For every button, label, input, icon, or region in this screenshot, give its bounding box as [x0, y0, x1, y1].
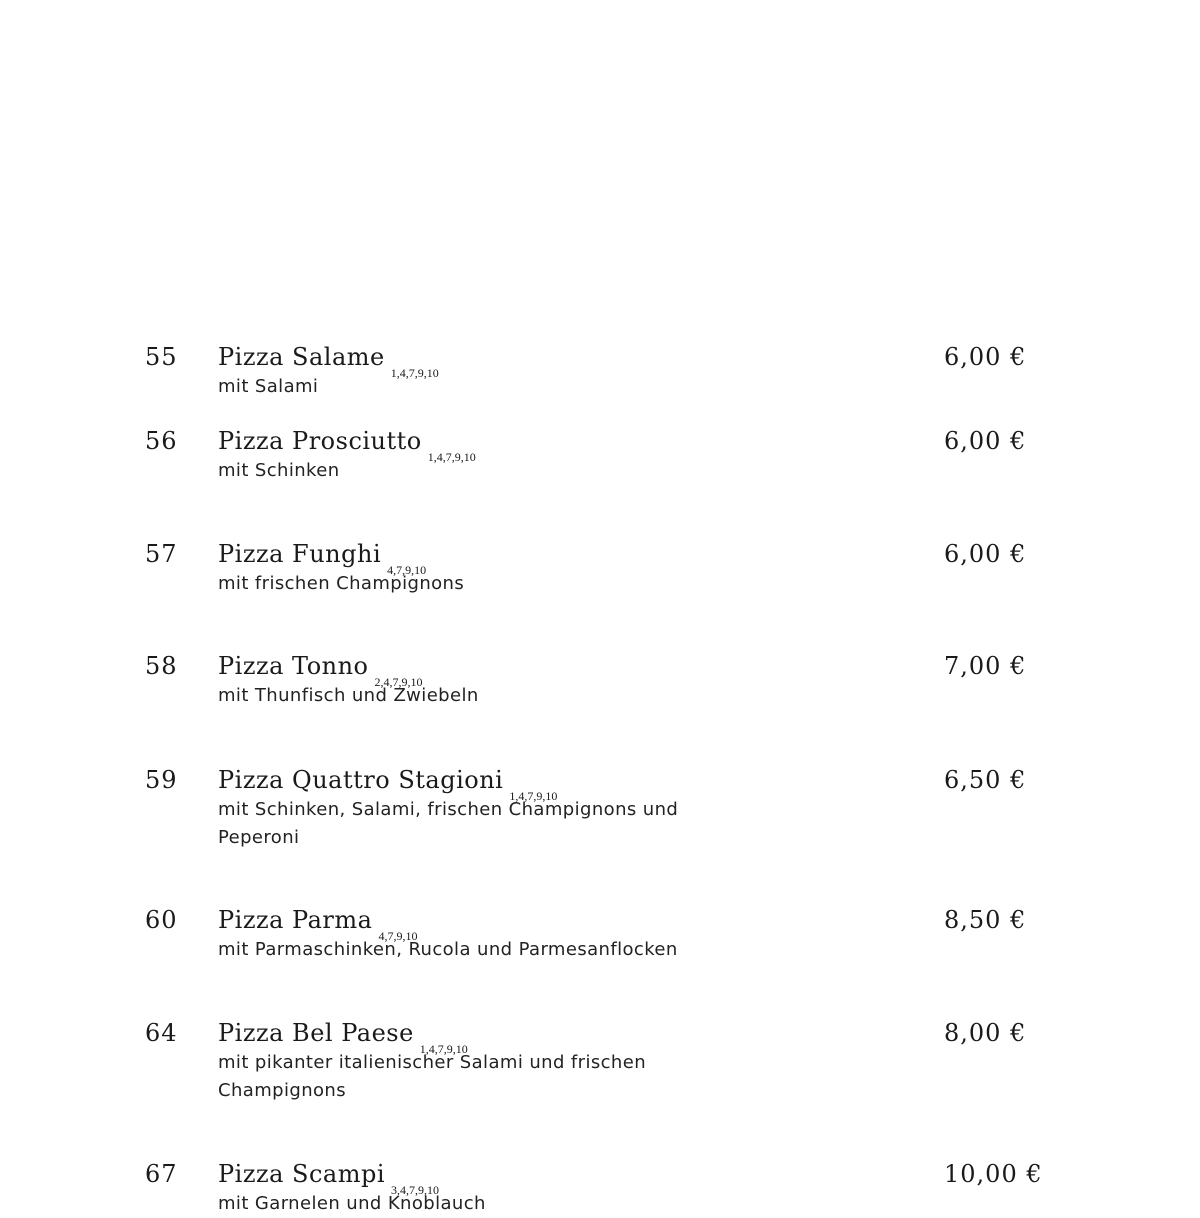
- item-allergens: 3,4,7,9,10: [391, 1183, 440, 1197]
- item-title-line: [218, 1159, 440, 1197]
- item-price: 7,00 €: [944, 652, 1027, 680]
- item-allergens: 4,7,9,10: [387, 563, 427, 577]
- item-name: Pizza Scampi: [218, 1160, 386, 1188]
- item-title-line: [218, 905, 418, 943]
- item-description: mit Schinken, Salami, frischen Champignons und Peperoni: [218, 799, 679, 848]
- item-description: mit Parmaschinken, Rucola und Parmesanflocken: [218, 939, 678, 960]
- item-allergens: 1,4,7,9,10: [419, 1042, 468, 1056]
- item-name: Pizza Quattro Stagioni: [218, 766, 504, 794]
- item-allergens: 1,4,7,9,10: [509, 789, 558, 803]
- item-price: 6,00 €: [944, 540, 1027, 568]
- item-name: Pizza Parma: [218, 906, 373, 934]
- item-number: 57: [145, 540, 178, 568]
- item-title-line: [218, 765, 558, 803]
- item-title-line: [218, 342, 439, 380]
- item-number: 58: [145, 652, 178, 680]
- item-number: 64: [145, 1019, 178, 1047]
- item-allergens: 2,4,7,9,10: [374, 675, 423, 689]
- item-number: 56: [145, 427, 178, 455]
- item-allergens: 1,4,7,9,10: [427, 450, 476, 464]
- item-allergens: 1,4,7,9,10: [390, 366, 439, 380]
- item-number: 59: [145, 766, 178, 794]
- item-title-line: [218, 1018, 468, 1056]
- item-title-line: [218, 651, 423, 689]
- item-description: mit Garnelen und Knoblauch: [218, 1193, 486, 1214]
- item-name: Pizza Bel Paese: [218, 1019, 414, 1047]
- item-price: 8,00 €: [944, 1019, 1027, 1047]
- item-title-line: [218, 426, 476, 464]
- item-allergens: 4,7,9,10: [378, 929, 418, 943]
- item-number: 55: [145, 343, 178, 371]
- item-description: mit Schinken: [218, 460, 340, 481]
- item-price: 8,50 €: [944, 906, 1027, 934]
- item-price: 6,00 €: [944, 427, 1027, 455]
- item-description: mit pikanter italienischer Salami und frischen Champignons: [218, 1052, 647, 1101]
- item-name: Pizza Salame: [218, 343, 385, 371]
- item-price: 10,00 €: [944, 1160, 1043, 1188]
- item-description: mit Thunfisch und Zwiebeln: [218, 685, 479, 706]
- item-price: 6,00 €: [944, 343, 1027, 371]
- item-number: 67: [145, 1160, 178, 1188]
- item-name: Pizza Prosciutto: [218, 427, 422, 455]
- item-price: 6,50 €: [944, 766, 1027, 794]
- item-description: mit frischen Champignons: [218, 573, 465, 594]
- item-title-line: [218, 539, 427, 577]
- item-number: 60: [145, 906, 178, 934]
- item-name: Pizza Tonno: [218, 652, 369, 680]
- item-name: Pizza Funghi: [218, 540, 382, 568]
- item-description: mit Salami: [218, 376, 319, 397]
